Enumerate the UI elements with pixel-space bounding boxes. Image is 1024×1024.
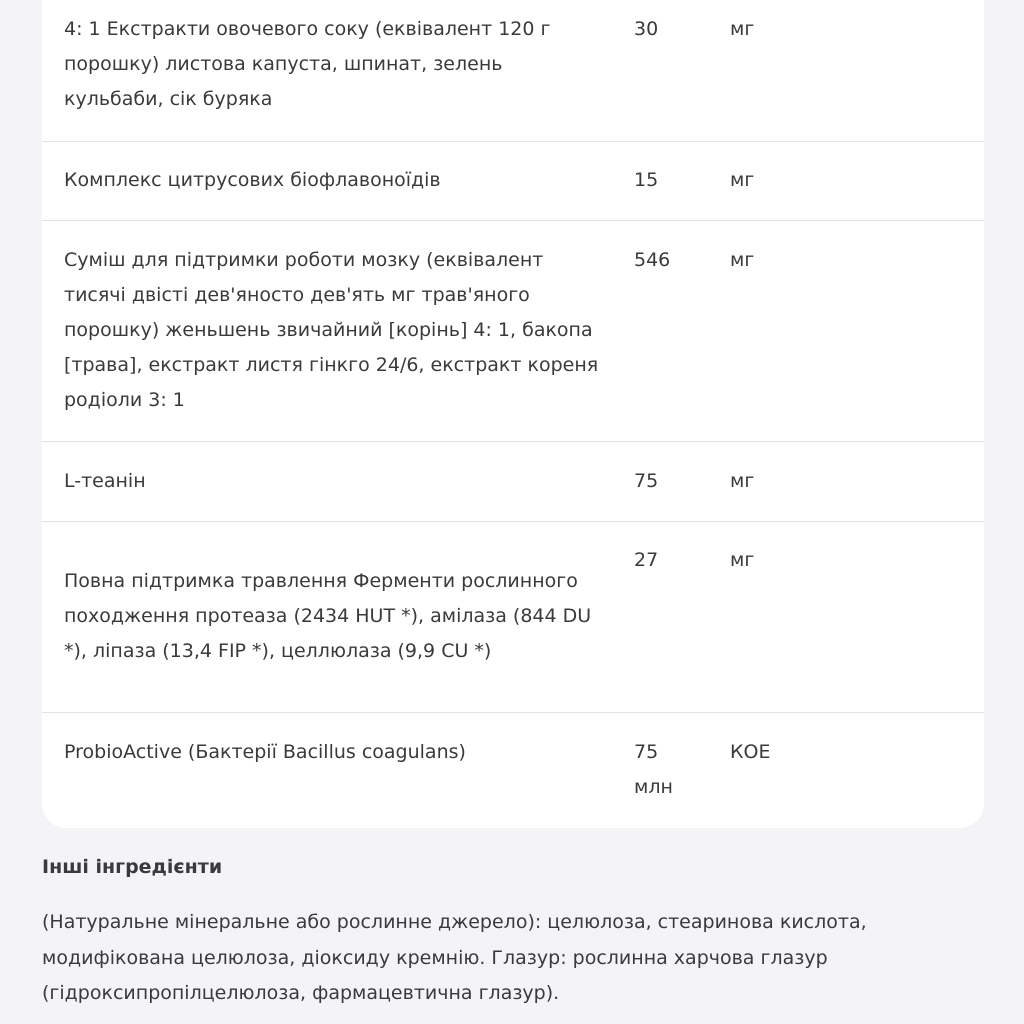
other-ingredients-text: (Натуральне мінеральне або рослинне джерело): целюлоза, стеаринова кислота, модифікована целюлоза, діоксиду кремнію. Глазур: рослинна харчова глазур (гідроксипропілцелюлоза, фармацевтична глазур). bbox=[42, 911, 867, 1004]
ingredient-name: Повна підтримка травлення Ферменти рослинного походження протеаза (2434 HUT *), амілаза (844 DU *), ліпаза (13,4 FIP *), целлюлаза (9,9 CU *) bbox=[64, 570, 592, 662]
ingredient-name: 4: 1 Екстракти овочевого соку (еквівалент 120 г порошку) листова капуста, шпинат, зелень кульбаби, сік буряка bbox=[64, 18, 551, 110]
ingredient-amount: 546 bbox=[634, 249, 671, 271]
table-row bbox=[42, 0, 984, 142]
ingredient-name: Суміш для підтримки роботи мозку (еквівалент тисячі двісті дев'яносто дев'ять мг трав'яного порошку) женьшень звичайний [корінь] 4: 1, бакопа [трава], екстракт листя гінкго 24/6, екстракт кореня родіоли 3: 1 bbox=[64, 249, 599, 411]
other-ingredients-heading: Інші інгредієнти bbox=[42, 856, 223, 878]
ingredient-name: Комплекс цитрусових біофлавоноїдів bbox=[64, 169, 441, 191]
table-row bbox=[42, 442, 984, 522]
ingredient-amount: 15 bbox=[634, 169, 659, 191]
ingredient-unit: мг bbox=[730, 18, 755, 40]
table-row bbox=[42, 142, 984, 221]
nutrition-table bbox=[42, 0, 984, 828]
ingredient-unit: мг bbox=[730, 549, 755, 571]
ingredient-name: ProbioActive (Бактерії Bacillus coagulans) bbox=[64, 741, 466, 763]
ingredient-amount: 75 bbox=[634, 470, 659, 492]
ingredient-unit: мг bbox=[730, 470, 755, 492]
ingredient-unit: мг bbox=[730, 249, 755, 271]
ingredient-name: L-теанін bbox=[64, 470, 146, 492]
ingredient-amount: 75 млн bbox=[634, 741, 673, 798]
ingredient-amount: 30 bbox=[634, 18, 659, 40]
table-row bbox=[42, 713, 984, 828]
ingredient-amount: 27 bbox=[634, 549, 659, 571]
ingredient-unit: мг bbox=[730, 169, 755, 191]
table-row bbox=[42, 221, 984, 442]
ingredient-unit: КОЕ bbox=[730, 741, 771, 763]
table-row bbox=[42, 522, 984, 713]
